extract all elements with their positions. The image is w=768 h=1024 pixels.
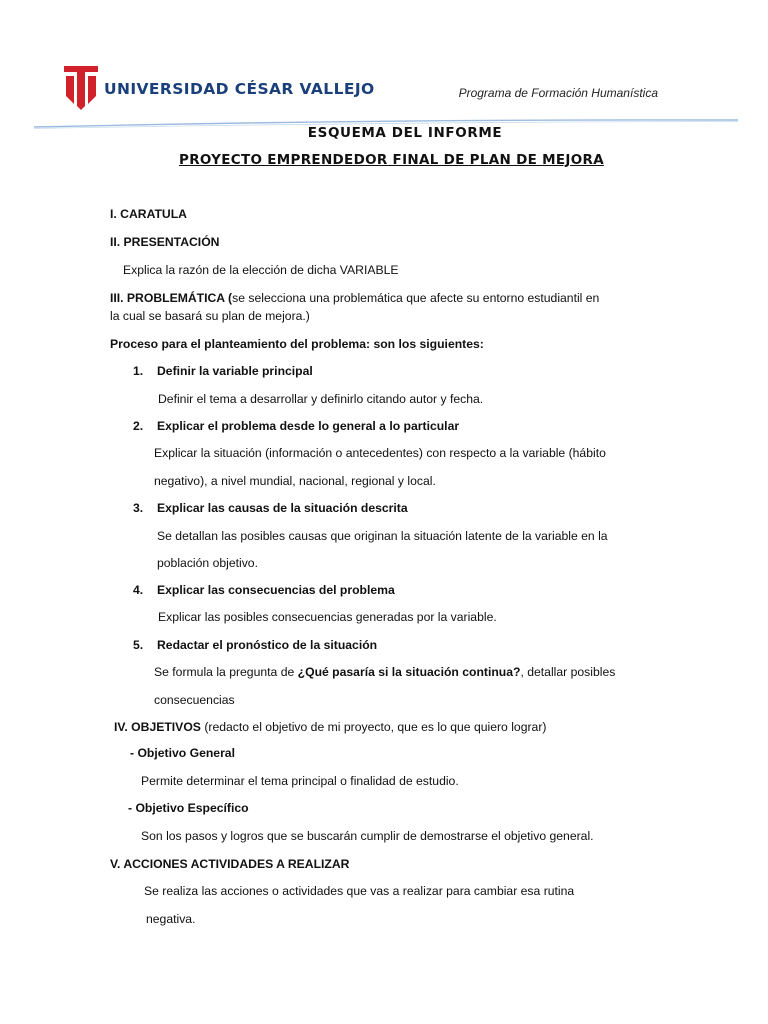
objetivo-especifico-heading: - Objetivo Específico [128, 801, 249, 815]
step-2-text: Explicar la situación (información o antecedentes) con respecto a la variable (hábito [154, 446, 606, 460]
section-objetivos: IV. OBJETIVOS [114, 720, 201, 734]
step-3-text-cont: población objetivo. [157, 556, 258, 570]
step-5-text-cont: consecuencias [154, 693, 235, 707]
step-2-title: Explicar el problema desde lo general a lo particular [157, 419, 460, 433]
objetivo-especifico-text: Son los pasos y logros que se buscarán cumplir de demostrarse el objetivo general. [141, 829, 594, 843]
section-objetivos-line [114, 719, 546, 735]
step-4-text: Explicar las posibles consecuencias generadas por la variable. [158, 610, 497, 624]
step-5-question: ¿Qué pasaría si la situación continua? [297, 665, 521, 679]
step-2-text-cont: negativo), a nivel mundial, nacional, regional y local. [154, 474, 436, 488]
step-1-number: 1. [133, 364, 144, 378]
document-subtitle: PROYECTO EMPRENDEDOR FINAL DE PLAN DE MEJORA [179, 152, 604, 168]
objetivos-text: (redacto el objetivo de mi proyecto, que es lo que quiero lograr) [200, 720, 547, 734]
proceso-heading: Proceso para el planteamiento del problema: son los siguientes: [110, 337, 484, 351]
presentacion-text: Explica la razón de la elección de dicha VARIABLE [123, 263, 399, 277]
step-4-title: Explicar las consecuencias del problema [157, 583, 395, 597]
objetivo-general-text: Permite determinar el tema principal o finalidad de estudio. [141, 774, 459, 788]
step-2-number: 2. [133, 419, 144, 433]
program-name: Programa de Formación Humanística [458, 86, 658, 100]
step-3-number: 3. [133, 501, 144, 515]
step-5-text-pre: Se formula la pregunta de [154, 665, 298, 679]
step-4-number: 4. [133, 583, 144, 597]
step-5-number: 5. [133, 638, 144, 652]
step-1-title: Definir la variable principal [157, 364, 313, 378]
objetivo-general-heading: - Objetivo General [130, 746, 235, 760]
step-5-text [154, 664, 615, 680]
section-caratula: I. CARATULA [110, 207, 187, 221]
step-5-title: Redactar el pronóstico de la situación [157, 638, 378, 652]
step-5-text-post: , detallar posibles [520, 665, 616, 679]
acciones-text: Se realiza las acciones o actividades que vas a realizar para cambiar esa rutina [144, 884, 575, 898]
step-1-text: Definir el tema a desarrollar y definirlo citando autor y fecha. [158, 392, 484, 406]
section-problematica-line [110, 290, 599, 306]
step-3-title: Explicar las causas de la situación descrita [157, 501, 408, 515]
section-problematica: III. PROBLEMÁTICA ( [110, 291, 233, 305]
university-logo [64, 66, 375, 110]
problematica-text: se selecciona una problemática que afecte su entorno estudiantil en [232, 291, 600, 305]
problematica-text-cont: la cual se basará su plan de mejora.) [110, 309, 310, 323]
section-acciones: V. ACCIONES ACTIVIDADES A REALIZAR [110, 857, 350, 871]
university-name: UNIVERSIDAD CÉSAR VALLEJO [104, 80, 375, 98]
step-3-text: Se detallan las posibles causas que originan la situación latente de la variable en la [157, 529, 608, 543]
ucv-logo-icon [64, 66, 98, 110]
section-presentacion: II. PRESENTACIÓN [110, 235, 220, 249]
document-title: ESQUEMA DEL INFORME [307, 125, 503, 141]
acciones-text-cont: negativa. [146, 912, 196, 926]
